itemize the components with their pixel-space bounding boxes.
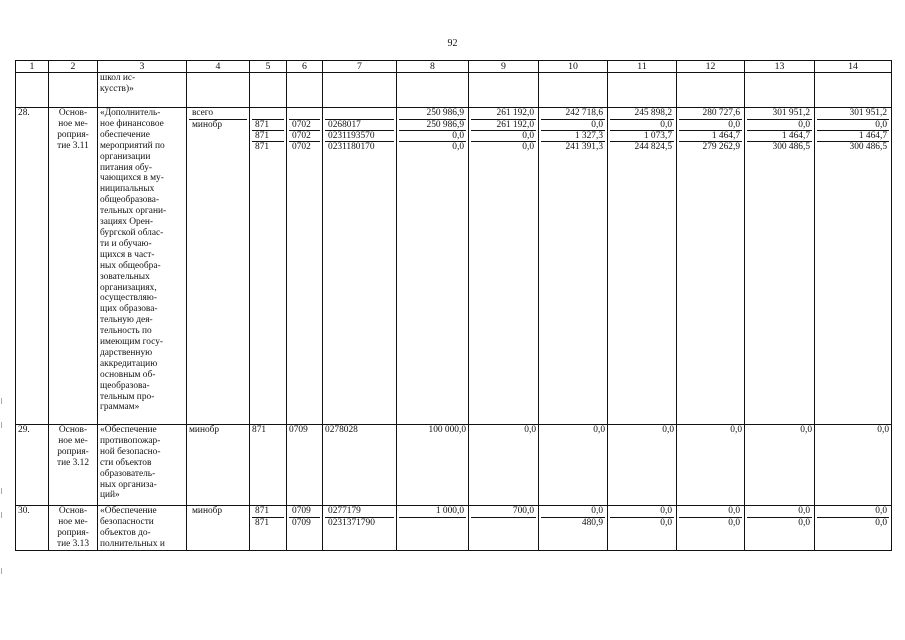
header-cell: 6: [287, 61, 323, 73]
money-value: 250 986,9: [399, 119, 466, 130]
page-number: 92: [447, 38, 458, 49]
money-value: [471, 517, 536, 528]
blank-cell: [608, 73, 677, 108]
code-line: 871: [252, 517, 284, 528]
money-value: 0,0: [399, 130, 466, 141]
row-status: Основ- ное ме- роприя- тие 3.12: [49, 425, 98, 506]
row-status: Основ- ное ме- роприя- тие 3.13: [49, 506, 98, 551]
table-row: [16, 425, 892, 506]
row-number: 29.: [16, 425, 49, 506]
money-cell-8: [397, 506, 469, 551]
code-cell-6: [287, 506, 323, 551]
money-value: 280 727,6: [702, 108, 740, 118]
money-value: 0,0: [610, 119, 674, 130]
money-value: 0,0: [817, 517, 889, 528]
blank-cell: [745, 73, 815, 108]
row-number: 30.: [16, 506, 49, 551]
money-value: 0,0: [399, 141, 466, 152]
executor-line: минобр: [192, 506, 223, 516]
money-cell-11: [608, 108, 677, 425]
money-value: 0,0: [471, 130, 536, 141]
money-value: 301 951,2: [772, 108, 810, 118]
code-cell-7: [323, 108, 397, 425]
code-line: 0231180170: [325, 141, 394, 152]
money-cell-9: [469, 506, 539, 551]
header-cell: 12: [677, 61, 745, 73]
code-cell-7: 0278028: [323, 425, 397, 506]
money-value: [399, 517, 466, 528]
code-line: 0231193570: [325, 130, 394, 141]
money-cell-11: [608, 506, 677, 551]
table-row: [16, 108, 892, 425]
money-cell-12: [677, 506, 745, 551]
money-value: 0,0: [679, 119, 742, 130]
money-value: 279 262,9: [679, 141, 742, 152]
executor-cell: минобр: [187, 425, 250, 506]
money-value: 301 951,2: [849, 108, 887, 118]
money-cell-8: 100 000,0: [397, 425, 469, 506]
code-line: [289, 108, 320, 119]
money-value: 480,9: [541, 517, 605, 528]
code-line: 871: [252, 119, 284, 130]
money-cell-14: [815, 506, 892, 551]
header-cell: 9: [469, 61, 539, 73]
code-line: 0702: [289, 119, 320, 130]
code-line: 871: [252, 130, 284, 141]
money-value: 0,0: [728, 506, 740, 516]
money-cell-10: [539, 506, 608, 551]
code-line: 0709: [289, 517, 320, 528]
header-cell: 5: [250, 61, 287, 73]
money-value: 1 327,3: [541, 130, 605, 141]
money-cell-8: [397, 108, 469, 425]
code-line: 0702: [289, 130, 320, 141]
money-cell-14: [815, 108, 892, 425]
money-cell-13: [745, 506, 815, 551]
code-line: 0709: [292, 506, 311, 516]
code-cell-5: [250, 506, 287, 551]
code-line: 871: [252, 141, 284, 152]
money-value: 242 718,6: [565, 108, 603, 118]
header-cell: 1: [16, 61, 49, 73]
money-value: 244 824,5: [610, 141, 674, 152]
code-line: 0702: [289, 141, 320, 152]
code-line: 0231371790: [325, 517, 394, 528]
executor-line: всего: [192, 108, 214, 118]
header-cell: 13: [745, 61, 815, 73]
money-value: 700,0: [512, 506, 534, 516]
header-cell: 8: [397, 61, 469, 73]
money-value: 0,0: [679, 517, 742, 528]
money-cell-12: 0,0: [677, 425, 745, 506]
money-value: 0,0: [610, 517, 674, 528]
code-cell-6: 0709: [287, 425, 323, 506]
money-value: 0,0: [660, 506, 672, 516]
code-cell-5: 871: [250, 425, 287, 506]
blank-cell: [539, 73, 608, 108]
money-value: 1 464,7: [679, 130, 742, 141]
money-value: 1 073,7: [610, 130, 674, 141]
money-value: 0,0: [875, 506, 887, 516]
blank-cell: [469, 73, 539, 108]
blank-cell: [49, 73, 98, 108]
money-value: 300 486,5: [817, 141, 889, 152]
budget-table: [15, 60, 892, 551]
code-line: 871: [255, 506, 270, 516]
money-cell-11: 0,0: [608, 425, 677, 506]
money-cell-10: 0,0: [539, 425, 608, 506]
money-value: 0,0: [591, 506, 603, 516]
code-line: [252, 108, 284, 119]
blank-cell: [250, 73, 287, 108]
money-cell-14: 0,0: [815, 425, 892, 506]
money-cell-12: [677, 108, 745, 425]
money-cell-9: [469, 108, 539, 425]
money-cell-13: 0,0: [745, 425, 815, 506]
money-value: 261 192,0: [496, 108, 534, 118]
header-cell: 4: [187, 61, 250, 73]
executor-cell: [187, 108, 250, 425]
money-cell-13: [745, 108, 815, 425]
blank-cell: [287, 73, 323, 108]
blank-cell: [677, 73, 745, 108]
table-row: [16, 506, 892, 551]
continued-name: школ ис- кусств)»: [98, 73, 187, 108]
money-value: 0,0: [817, 119, 889, 130]
money-value: 0,0: [798, 506, 810, 516]
executor-cell: [187, 506, 250, 551]
blank-cell: [397, 73, 469, 108]
money-value: 261 192,0: [471, 119, 536, 130]
money-value: 250 986,9: [426, 108, 464, 118]
money-cell-10: [539, 108, 608, 425]
money-value: 0,0: [747, 119, 812, 130]
code-cell-6: [287, 108, 323, 425]
money-value: 0,0: [747, 517, 812, 528]
code-cell-5: [250, 108, 287, 425]
header-cell: 7: [323, 61, 397, 73]
money-value: 1 464,7: [747, 130, 812, 141]
money-value: 1 000,0: [435, 506, 464, 516]
money-value: 300 486,5: [747, 141, 812, 152]
continuation-row: [16, 73, 892, 108]
code-line: 0277179: [328, 506, 361, 516]
code-line: 0268017: [325, 119, 394, 130]
money-value: 241 391,3: [541, 141, 605, 152]
row-number: 28.: [16, 108, 49, 425]
header-cell: 2: [49, 61, 98, 73]
code-line: [325, 108, 394, 119]
header-cell: 3: [98, 61, 187, 73]
code-cell-7: [323, 506, 397, 551]
money-cell-9: 0,0: [469, 425, 539, 506]
row-name: «Дополнитель- ное финансовое обеспечение мероприятий по организации питания обу- чающихся в му- ниципальных общеобразова- тельных органи- зациях Орен- бургской облас- ти и обучаю- щихся в част- ных общеобра- зовательных организациях, осуществляю- щих образова- тельную дея- тельность по имеющим госу- дарственную аккредитацию основным об- щеобразова- тельным про- граммам»: [98, 108, 187, 425]
money-value: 0,0: [541, 119, 605, 130]
blank-cell: [16, 73, 49, 108]
header-cell: 11: [608, 61, 677, 73]
money-value: 0,0: [471, 141, 536, 152]
header-row: [16, 61, 892, 73]
money-value: 1 464,7: [817, 130, 889, 141]
blank-cell: [323, 73, 397, 108]
row-name: «Обеспечение противопожар- ной безопасно- сти объектов образователь- ных организа- ций»: [98, 425, 187, 506]
blank-cell: [815, 73, 892, 108]
row-status: Основ- ное ме- роприя- тие 3.11: [49, 108, 98, 425]
header-cell: 14: [815, 61, 892, 73]
blank-cell: [187, 73, 250, 108]
executor-line: минобр: [189, 119, 247, 130]
header-cell: 10: [539, 61, 608, 73]
money-value: 245 898,2: [634, 108, 672, 118]
scan-margin-marks: [0, 398, 4, 588]
row-name: «Обеспечение безопасности объектов до- полнительных и: [98, 506, 187, 551]
